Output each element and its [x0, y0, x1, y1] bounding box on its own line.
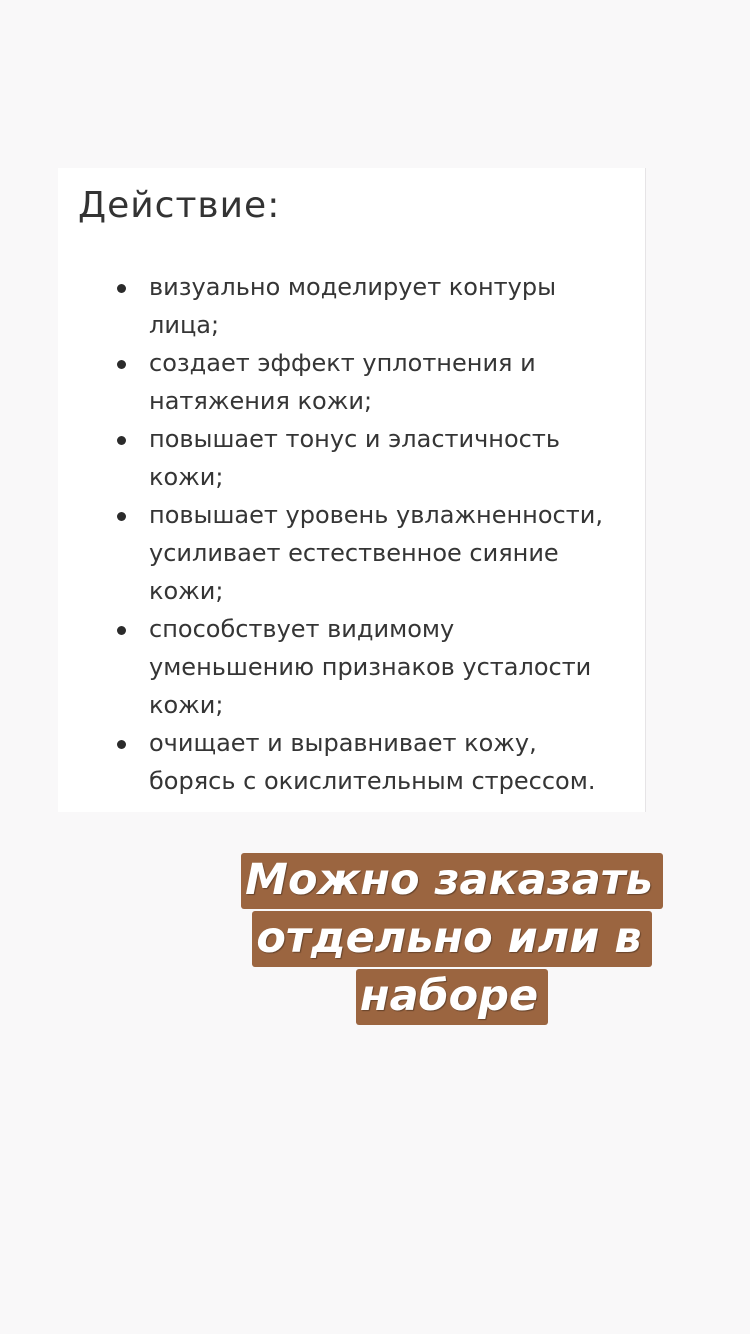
list-item-text: создает эффект уплотнения и натяжения кожи;: [149, 349, 536, 415]
list-item-text: повышает тонус и эластичность кожи;: [149, 425, 560, 491]
promo-line-3: наборе: [356, 969, 548, 1025]
list-item: [58, 420, 645, 496]
list-item-text: способствует видимому уменьшению признаков усталости кожи;: [149, 615, 592, 719]
action-list: [58, 268, 645, 800]
card-title: Действие:: [78, 185, 281, 226]
list-item: [58, 344, 645, 420]
bullet-icon: [117, 740, 126, 749]
bullet-icon: [117, 512, 126, 521]
list-item: [58, 610, 645, 724]
promo-line-2: отдельно или в: [252, 911, 651, 967]
list-item-text: визуально моделирует контуры лица;: [149, 273, 557, 339]
promo-caption: [226, 851, 678, 1025]
product-action-card: [58, 168, 646, 812]
list-item: [58, 724, 645, 800]
list-item: [58, 496, 645, 610]
bullet-icon: [117, 284, 126, 293]
bullet-icon: [117, 360, 126, 369]
list-item: [58, 268, 645, 344]
list-item-text: очищает и выравнивает кожу, борясь с окислительным стрессом.: [149, 729, 596, 795]
promo-line-1: Можно заказать: [241, 853, 663, 909]
list-item-text: повышает уровень увлажненности, усиливает естественное сияние кожи;: [149, 501, 603, 605]
bullet-icon: [117, 436, 126, 445]
bullet-icon: [117, 626, 126, 635]
